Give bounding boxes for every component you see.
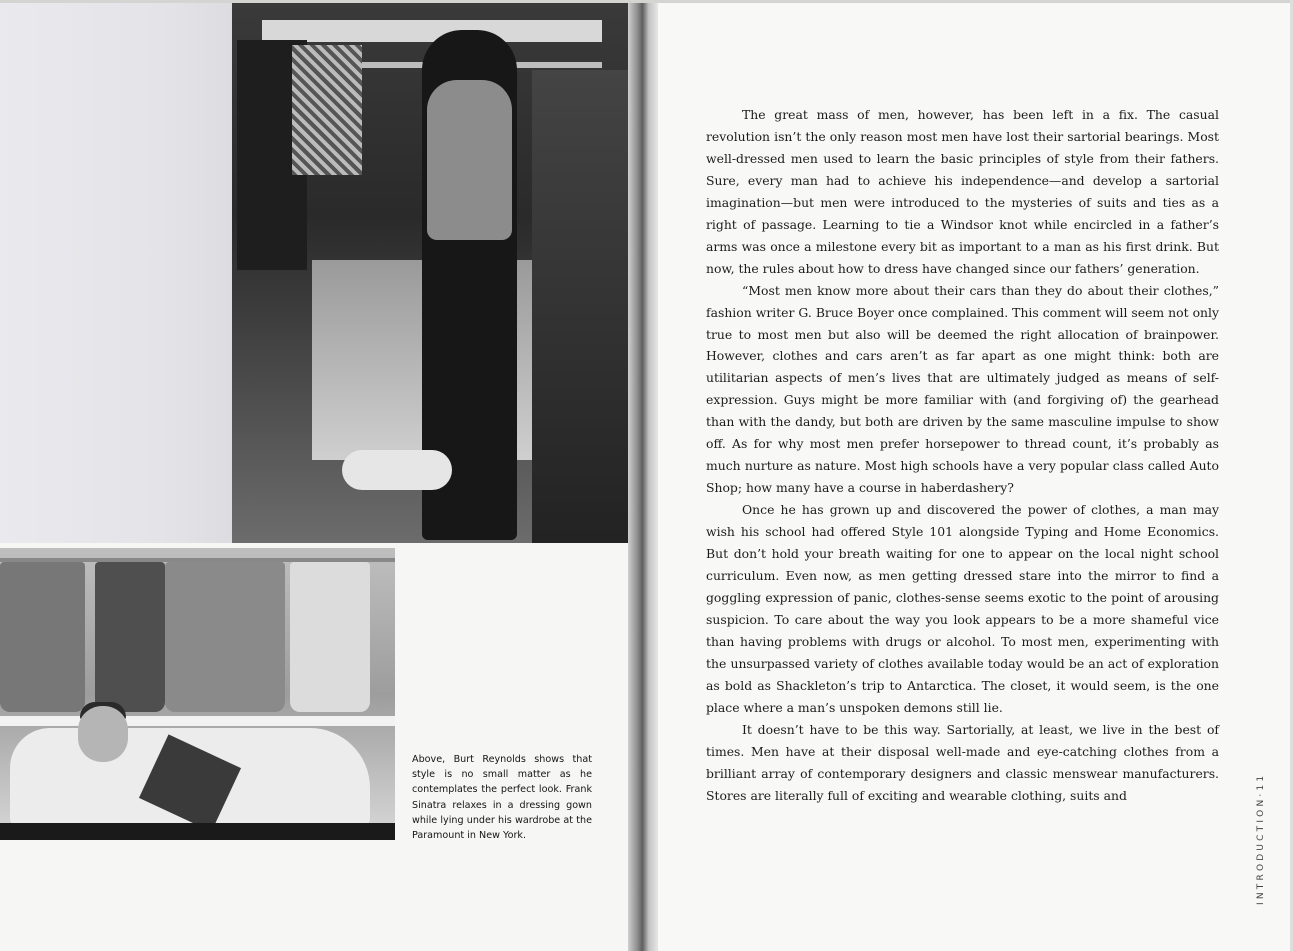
paragraph: “Most men know more about their cars than they do about their clothes,” fashion writer G. Bruce Boyer once complained. This comment will seem not only true to most men but also will be deemed the right allocation of brainpower. However, clothes and cars aren’t as far apart as one might think: both are utilitarian aspects of men’s lives that are ultimately judged as means of self-expression. Guys might be more familiar with (and forgiving of) the gearhead than with the dandy, but both are driven by the same masculine impulse to show off. As for why most men prefer horsepower to thread count, it’s probably as much nurture as nature. Most high schools have a very popular class called Auto Shop; how many have a course in haberdashery? [706, 282, 1219, 496]
photo-caption: Above, Burt Reynolds shows that style is no small matter as he contemplates the perfect look. Frank Sinatra relaxes in a dressing gown while lying under his wardrobe at the Paramount in New York. [412, 754, 592, 842]
shoes-on-floor [342, 450, 452, 490]
plaid-trousers [292, 45, 362, 175]
paragraph: Once he has grown up and discovered the power of clothes, a man may wish his school had offered Style 101 alongside Typing and Home Economics. But don’t hold your breath waiting for one to appear on the local night school curriculum. Even now, as men getting dressed stare into the mirror to find a goggling expression of panic, clothes-sense seems exotic to the point of arousing suspicion. To care about the way you look appears to be a more shameful vice than having problems with drugs or alcohol. To most men, experimenting with the unsurpassed variety of clothes available today would be an act of exploration as bold as Shackleton’s trip to Antarctica. The closet, it would seem, is the one place where a man’s unspoken demons still lie. [706, 502, 1219, 715]
face [78, 706, 128, 762]
grey-panel [0, 0, 232, 543]
page-edge [0, 0, 1293, 3]
paragraph: It doesn’t have to be this way. Sartorially, at least, we live in the best of times. Men have at their disposal well-made and eye-catching clothes from a brilliant array of contemporary designers and classic menswear manufacturers. Stores are literally full of exciting and wearable clothing, suits and [706, 721, 1219, 803]
body-text [706, 104, 1219, 807]
wardrobe-shelf [0, 716, 395, 726]
hanging-clothes-right [532, 70, 640, 543]
man-torso [427, 80, 512, 240]
photo-frank-sinatra [0, 548, 395, 840]
running-head: INTRODUCTION·11 [1256, 772, 1266, 905]
jacket [165, 562, 285, 712]
jacket [0, 562, 85, 712]
book-gutter [628, 0, 660, 951]
closet-shelf [262, 20, 602, 42]
floor-strip [0, 823, 395, 840]
left-page [0, 0, 640, 951]
jacket [95, 562, 165, 712]
jacket [290, 562, 370, 712]
photo-burt-reynolds [232, 0, 640, 543]
paragraph: The great mass of men, however, has been left in a fix. The casual revolution isn’t the only reason most men have lost their sartorial bearings. Most well-dressed men used to learn the basic principles of style from their fathers. Sure, every man had to achieve his independence—and develop a sartorial imagination—but men were introduced to the mysteries of suits and ties as a right of passage. Learning to tie a Windsor knot while encircled in a father’s arms was once a milestone every bit as important to a man as his first drink. But now, the rules about how to dress have changed since our fathers’ generation. [706, 107, 1219, 276]
